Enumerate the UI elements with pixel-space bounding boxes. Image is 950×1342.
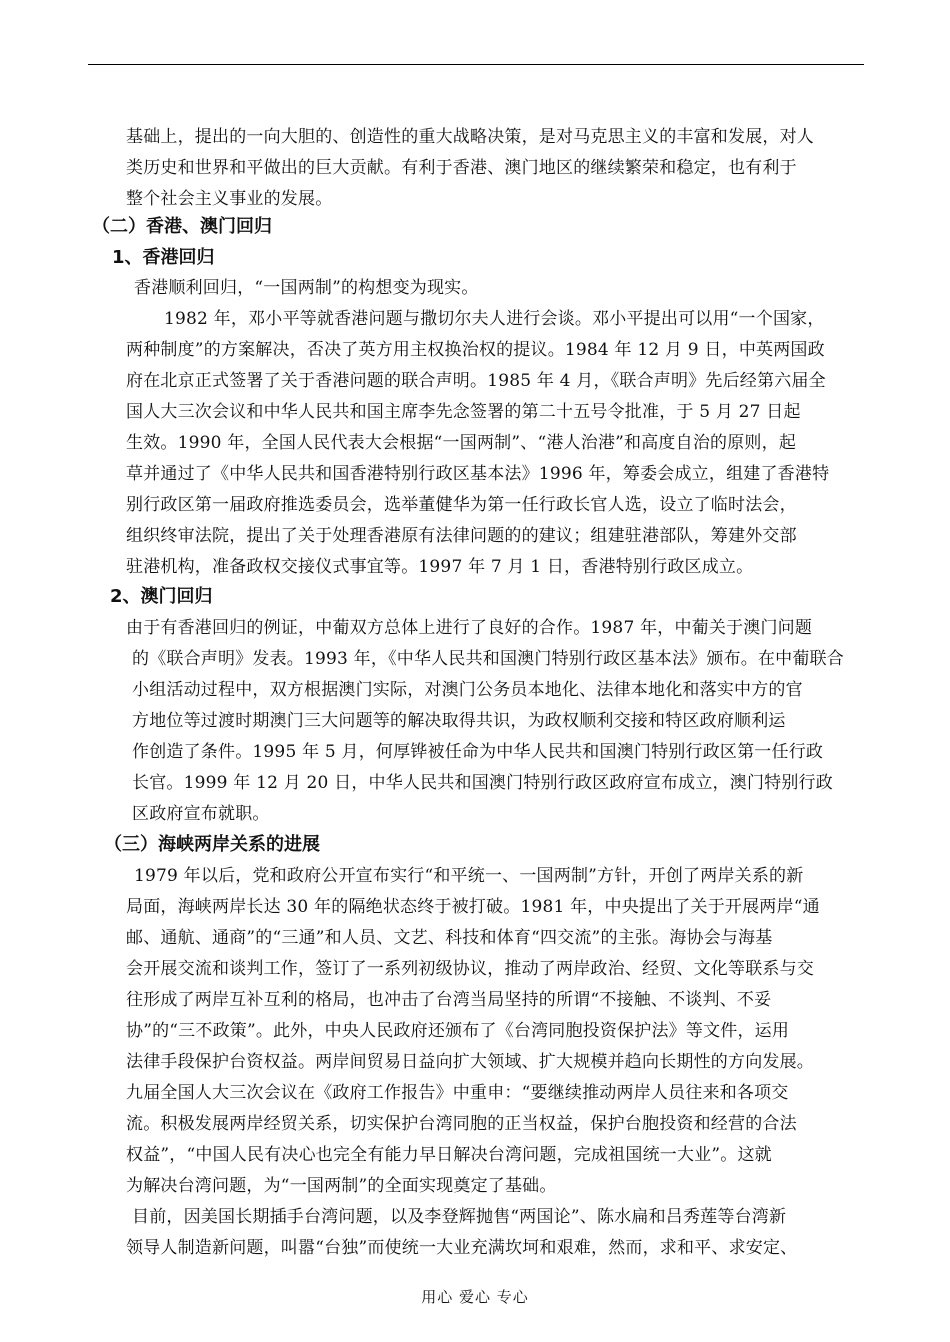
paragraph-line: 为解决台湾问题，为“一国两制”的全面实现奠定了基础。 (126, 1176, 557, 1196)
paragraph-line: 局面，海峡两岸长达 30 年的隔绝状态终于被打破。1981 年，中央提出了关于开展两岸“通 (126, 897, 820, 917)
paragraph-line: 府在北京正式签署了关于香港问题的联合声明。1985 年 4 月，《联合声明》先后经第六届全 (126, 371, 826, 391)
paragraph-line: 草并通过了《中华人民共和国香港特别行政区基本法》1996 年，筹委会成立，组建了香港特 (126, 464, 830, 484)
paragraph-line: 法律手段保护台资权益。两岸间贸易日益向扩大领域、扩大规模并趋向长期性的方向发展。 (126, 1052, 814, 1072)
paragraph-line: 权益”，“中国人民有决心也完全有能力早日解决台湾问题，完成祖国统一大业”。这就 (126, 1145, 772, 1165)
paragraph-line: 1982 年，邓小平等就香港问题与撒切尔夫人进行会谈。邓小平提出可以用“一个国家， (164, 309, 825, 329)
header-rule (88, 64, 864, 65)
intro-line: 类历史和世界和平做出的巨大贡献。有利于香港、澳门地区的继续繁荣和稳定，也有利于 (126, 158, 797, 178)
intro-line: 基础上，提出的一向大胆的、创造性的重大战略决策，是对马克思主义的丰富和发展，对人 (126, 127, 814, 147)
paragraph-line: 由于有香港回归的例证，中葡双方总体上进行了良好的合作。1987 年，中葡关于澳门问题 (126, 618, 813, 638)
paragraph-line: 方地位等过渡时期澳门三大问题等的解决取得共识，为政权顺利交接和特区政府顺利运 (132, 711, 786, 731)
paragraph-line: 的《联合声明》发表。1993 年，《中华人民共和国澳门特别行政区基本法》颁布。在中葡联合 (132, 649, 844, 669)
paragraph-line: 国人大三次会议和中华人民共和国主席李先念签署的第二十五号令批准，于 5 月 27 日起 (126, 402, 801, 422)
paragraph-line: 目前，因美国长期插手台湾问题，以及李登辉抛售“两国论”、陈水扁和吕秀莲等台湾新 (132, 1207, 787, 1227)
paragraph-line: 会开展交流和谈判工作，签订了一系列初级协议，推动了两岸政治、经贸、文化等联系与交 (126, 959, 814, 979)
paragraph-line: 九届全国人大三次会议在《政府工作报告》中重申：“要继续推动两岸人员往来和各项交 (126, 1083, 789, 1103)
paragraph-line: 流。积极发展两岸经贸关系，切实保护台湾同胞的正当权益，保护台胞投资和经营的合法 (126, 1114, 797, 1134)
paragraph-line: 生效。1990 年，全国人民代表大会根据“一国两制”、“港人治港”和高度自治的原则，起 (126, 433, 797, 453)
subsection-heading: 1、香港回归 (112, 247, 215, 268)
paragraph-line: 区政府宣布就职。 (132, 804, 270, 824)
section-heading: （二）香港、澳门回归 (92, 216, 272, 237)
paragraph-line: 驻港机构，准备政权交接仪式事宜等。1997 年 7 月 1 日，香港特别行政区成立。 (126, 557, 754, 577)
section-heading: （三）海峡两岸关系的进展 (104, 834, 320, 855)
paragraph-line: 香港顺利回归，“一国两制”的构想变为现实。 (134, 278, 479, 298)
paragraph-line: 协”的“三不政策”。此外，中央人民政府还颁布了《台湾同胞投资保护法》等文件，运用 (126, 1021, 790, 1041)
paragraph-line: 1979 年以后，党和政府公开宣布实行“和平统一、一国两制”方针，开创了两岸关系的新 (134, 866, 804, 886)
paragraph-line: 两种制度”的方案解决，否决了英方用主权换治权的提议。1984 年 12 月 9 日，中英两国政 (126, 340, 825, 360)
page-footer: 用心 爱心 专心 (421, 1288, 529, 1306)
paragraph-line: 组织终审法院，提出了关于处理香港原有法律问题的的建议；组建驻港部队，筹建外交部 (126, 526, 797, 546)
paragraph-line: 邮、通航、通商”的“三通”和人员、文艺、科技和体育“四交流”的主张。海协会与海基 (126, 928, 773, 948)
subsection-heading: 2、澳门回归 (110, 586, 213, 607)
paragraph-line: 小组活动过程中，双方根据澳门实际，对澳门公务员本地化、法律本地化和落实中方的官 (132, 680, 803, 700)
paragraph-line: 作创造了条件。1995 年 5 月，何厚铧被任命为中华人民共和国澳门特别行政区第一任行政 (132, 742, 824, 762)
paragraph-line: 往形成了两岸互补互利的格局，也冲击了台湾当局坚持的所谓“不接触、不谈判、不妥 (126, 990, 772, 1010)
paragraph-line: 领导人制造新问题，叫嚣“台独”而使统一大业充满坎坷和艰难，然而，求和平、求安定、 (126, 1238, 798, 1258)
paragraph-line: 长官。1999 年 12 月 20 日，中华人民共和国澳门特别行政区政府宣布成立，澳门特别行政 (132, 773, 833, 793)
intro-line: 整个社会主义事业的发展。 (126, 189, 333, 209)
paragraph-line: 别行政区第一届政府推选委员会，选举董健华为第一任行政长官人选，设立了临时法会， (126, 495, 797, 515)
